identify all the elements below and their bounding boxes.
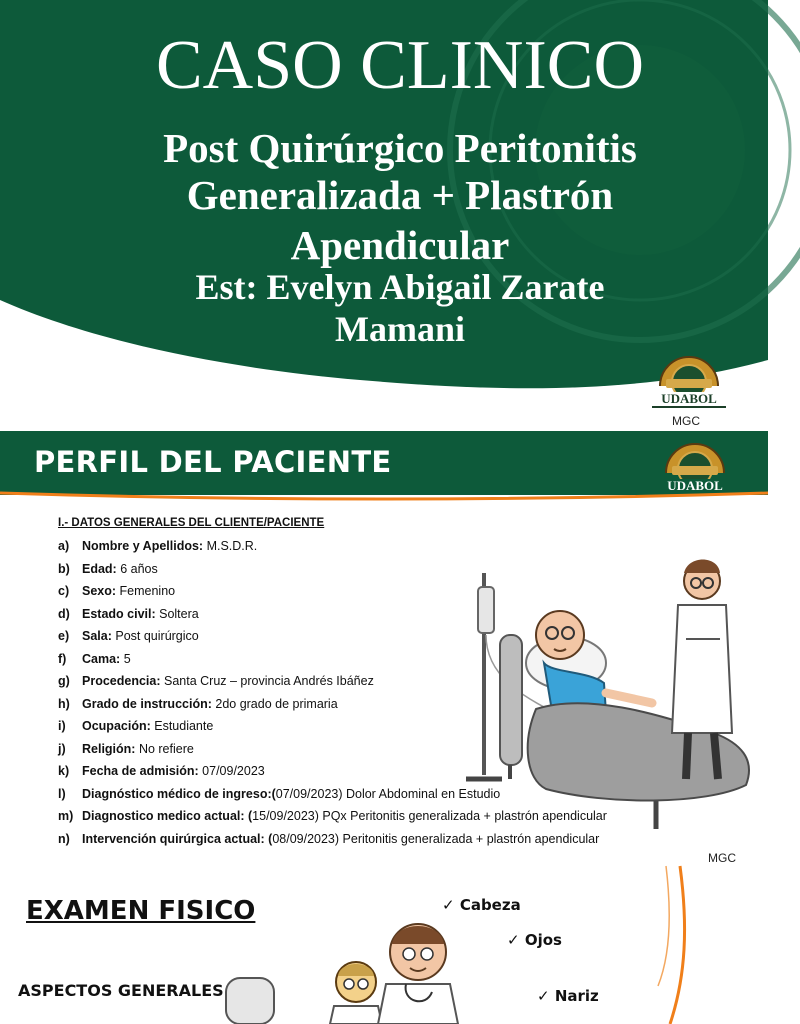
mgc-mark: MGC	[672, 414, 700, 428]
item-letter: c)	[58, 584, 70, 598]
student-line-2: Mamani	[335, 309, 465, 349]
doctors-illustration	[226, 922, 466, 1024]
student-line-1: Est: Evelyn Abigail Zarate	[195, 267, 605, 307]
item-value: No refiere	[135, 741, 194, 756]
item-label: Grado de instrucción:	[82, 696, 212, 711]
mgc-mark: MGC	[708, 851, 736, 865]
orange-decoration-line	[640, 866, 768, 1024]
item-letter: f)	[58, 651, 67, 666]
hospital-illustration	[456, 543, 756, 843]
item-label: Diagnostico medico actual: (	[82, 809, 253, 823]
check-icon: ✓	[507, 931, 520, 949]
item-value: Santa Cruz – provincia Andrés Ibáñez	[160, 674, 374, 688]
item-label: Sexo:	[82, 584, 117, 598]
item-label: Edad:	[82, 561, 117, 576]
item-value: 07/09/2023	[198, 764, 265, 778]
checklist-item-nariz: ✓ Nariz	[537, 987, 599, 1005]
item-letter: k)	[58, 764, 70, 778]
item-label: Intervención quirúrgica actual: (	[82, 831, 273, 846]
item-letter: l)	[58, 786, 66, 801]
slide-title-text: CASO CLINICO	[155, 27, 645, 104]
subtitle-line-2: Generalizada + Plastrón	[186, 172, 614, 218]
item-letter: a)	[58, 539, 70, 553]
subtitle-line-1: Post Quirúrgico Peritonitis	[163, 125, 637, 171]
item-letter: d)	[58, 606, 70, 621]
aspectos-generales-label: ASPECTOS GENERALES	[18, 981, 224, 1000]
item-label: Cama:	[82, 651, 121, 666]
item-label: Nombre y Apellidos:	[82, 539, 204, 553]
item-value: 08/09/2023) Peritonitis generalizada + plastrón apendicular	[272, 831, 600, 846]
checklist-item-ojos: ✓ Ojos	[507, 931, 562, 949]
item-label: Procedencia:	[82, 674, 161, 688]
item-label: Religión:	[82, 741, 136, 756]
check-icon: ✓	[442, 896, 455, 914]
section-title: I.- DATOS GENERALES DEL CLIENTE/PACIENTE	[58, 517, 325, 529]
item-value: 5	[120, 651, 131, 666]
item-label: Fecha de admisión:	[82, 764, 199, 778]
item-letter: m)	[58, 809, 74, 823]
item-value: 6 años	[116, 561, 158, 576]
item-letter: n)	[58, 831, 70, 846]
item-letter: e)	[58, 629, 70, 643]
item-label: Estado civil:	[82, 606, 156, 621]
checklist-item-cabeza: ✓ Cabeza	[442, 896, 521, 914]
item-letter: j)	[58, 741, 66, 756]
udabol-logo	[646, 352, 732, 414]
item-letter: h)	[58, 696, 70, 711]
logo-text: UDABOL	[667, 478, 723, 493]
item-letter: b)	[58, 561, 70, 576]
item-label: Ocupación:	[82, 719, 151, 733]
slide-physical-exam	[0, 866, 768, 1024]
slide-patient-profile	[0, 431, 768, 865]
item-value: Estudiante	[150, 719, 214, 733]
check-icon: ✓	[537, 987, 550, 1005]
logo-text: UDABOL	[661, 391, 717, 406]
item-value: 2do grado de primaria	[211, 696, 338, 711]
subtitle-line-3: Apendicular	[290, 222, 510, 268]
item-value: Soltera	[155, 606, 199, 621]
item-value: 07/09/2023) Dolor Abdominal en Estudio	[275, 786, 501, 801]
exam-title: EXAMEN FISICO	[26, 896, 256, 926]
item-value: 15/09/2023) PQx Peritonitis generalizada + plastrón apendicular	[252, 809, 607, 823]
slide-title	[0, 0, 768, 428]
item-letter: g)	[58, 674, 70, 688]
item-label: Sala:	[82, 629, 112, 643]
item-value: Post quirúrgico	[111, 629, 199, 643]
item-value: Femenino	[116, 584, 176, 598]
item-label: Diagnóstico médico de ingreso:(	[82, 786, 276, 801]
slide-title-text: PERFIL DEL PACIENTE	[34, 445, 392, 479]
udabol-logo	[652, 439, 738, 501]
item-value: M.S.D.R.	[203, 539, 258, 553]
item-letter: i)	[58, 719, 66, 733]
